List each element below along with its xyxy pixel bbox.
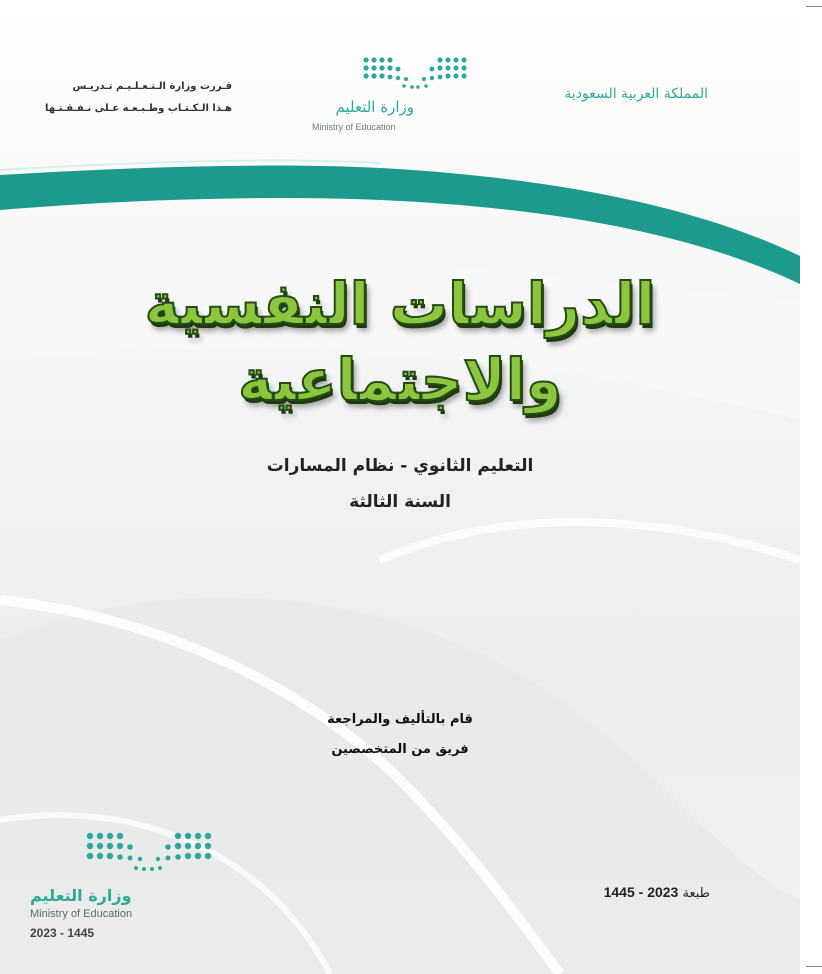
crop-mark [806,6,822,7]
book-title-line2: والاجتماعية [238,346,562,414]
book-title-line1: الدراسات النفسية [144,270,656,338]
approval-line: هـذا الـكـتـاب وطـبـعـه عـلى نـفـقـتـها [44,103,232,114]
dots-logo-icon [84,830,214,880]
ministry-logo-bottom [24,830,224,950]
book-subtitle-year: السنة الثالثة [349,492,451,512]
ministry-name-en: Ministry of Education [312,122,396,132]
ministry-logo-top [300,54,470,134]
crop-mark [806,966,822,967]
kingdom-label: المملكة العربية السعودية [564,86,708,102]
approval-statement [44,76,232,120]
dots-logo-icon [360,54,470,94]
authorship-team: فريق من المتخصصين [331,742,469,757]
page-margin [800,0,822,974]
edition-info [604,884,710,901]
year-range: 2023 - 1445 [30,926,95,940]
edition-label: طبعة [682,886,710,901]
ministry-name-en: Ministry of Education [30,908,133,920]
ministry-name-ar: وزارة التعليم [30,886,132,905]
book-subtitle-level: التعليم الثانوي - نظام المسارات [266,456,534,476]
ministry-name-ar: وزارة التعليم [335,98,414,116]
authorship-label: قام بالتأليف والمراجعة [327,712,473,727]
edition-years: 1445 - 2023 [603,884,679,900]
approval-line: قـررت وزارة الـتـعـلـيـم تـدريـس [72,81,232,92]
